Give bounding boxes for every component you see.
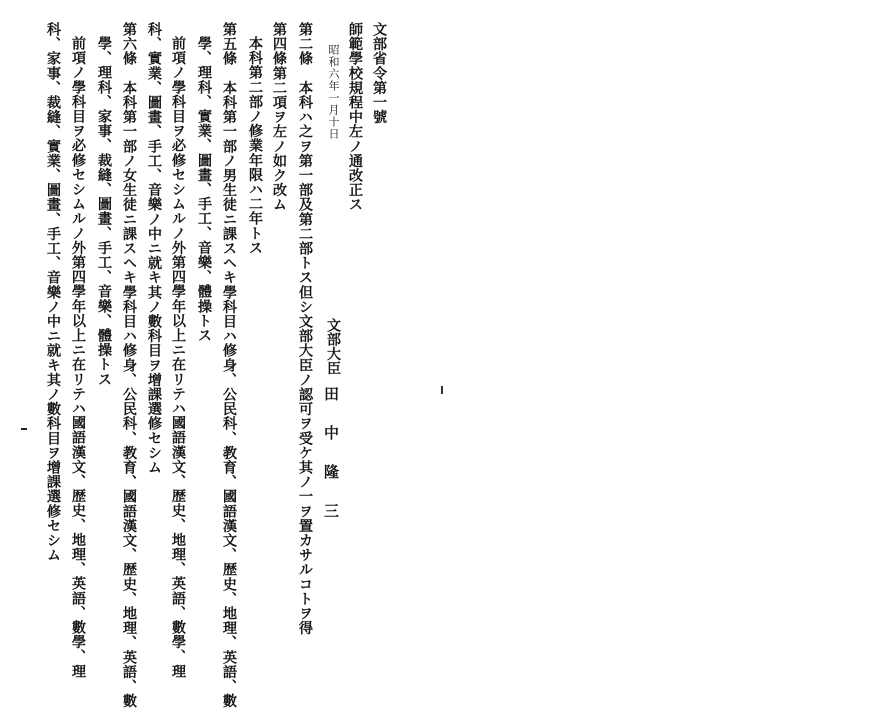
page-number-mark [21, 428, 27, 430]
article-5: 第五條 本科第一部ノ男生徒ニ課スヘキ學科目ハ修身、公民科、教育、國語漢文、歴史、地理、英語、數 [221, 22, 237, 708]
article-4-text: 本科第二部ノ修業年限ハ二年トス [247, 36, 263, 255]
ordinance-date: 昭和六年一月十日 [327, 44, 340, 140]
article-2: 第二條 本科ハ之ヲ第一部及第二部トス但シ文部大臣ノ認可ヲ受ケ其ノ一ヲ置カサルコトヲ得 [297, 22, 313, 636]
minister-name: 田中隆三 [322, 386, 340, 542]
ordinance-heading: 文部省令第一號 [371, 22, 387, 125]
article-5-paragraph-2: 前項ノ學科目ヲ必修セシムルノ外第四學年以上ニ在リテハ國語漢文、歴史、地理、英語、數學、理 [170, 36, 186, 679]
article-6: 第六條 本科第一部ノ女生徒ニ課スヘキ學科目ハ修身、公民科、教育、國語漢文、歴史、地理、英語、數 [121, 22, 137, 708]
ordinance-title: 師範學校規程中左ノ通改正ス [347, 22, 363, 212]
article-6-continued: 學、理科、家事、裁縫、圖畫、手工、音樂、體操トス [96, 36, 112, 387]
article-6-paragraph-2-continued: 科、家事、裁縫、實業、圖畫、手工、音樂ノ中ニ就キ其ノ數科目ヲ增課選修セシム [45, 22, 61, 563]
article-5-paragraph-2-continued: 科、實業、圖畫、手工、音樂ノ中ニ就キ其ノ數科目ヲ增課選修セシム [146, 22, 162, 475]
article-4: 第四條第二項ヲ左ノ如ク改ム [271, 22, 287, 212]
article-6-paragraph-2: 前項ノ學科目ヲ必修セシムルノ外第四學年以上ニ在リテハ國語漢文、歴史、地理、英語、數學、理 [70, 36, 86, 679]
article-5-continued: 學、理科、實業、圖畫、手工、音樂、體操トス [196, 36, 212, 343]
scan-speck [441, 386, 443, 394]
minister-title: 文部大臣 [325, 318, 341, 376]
